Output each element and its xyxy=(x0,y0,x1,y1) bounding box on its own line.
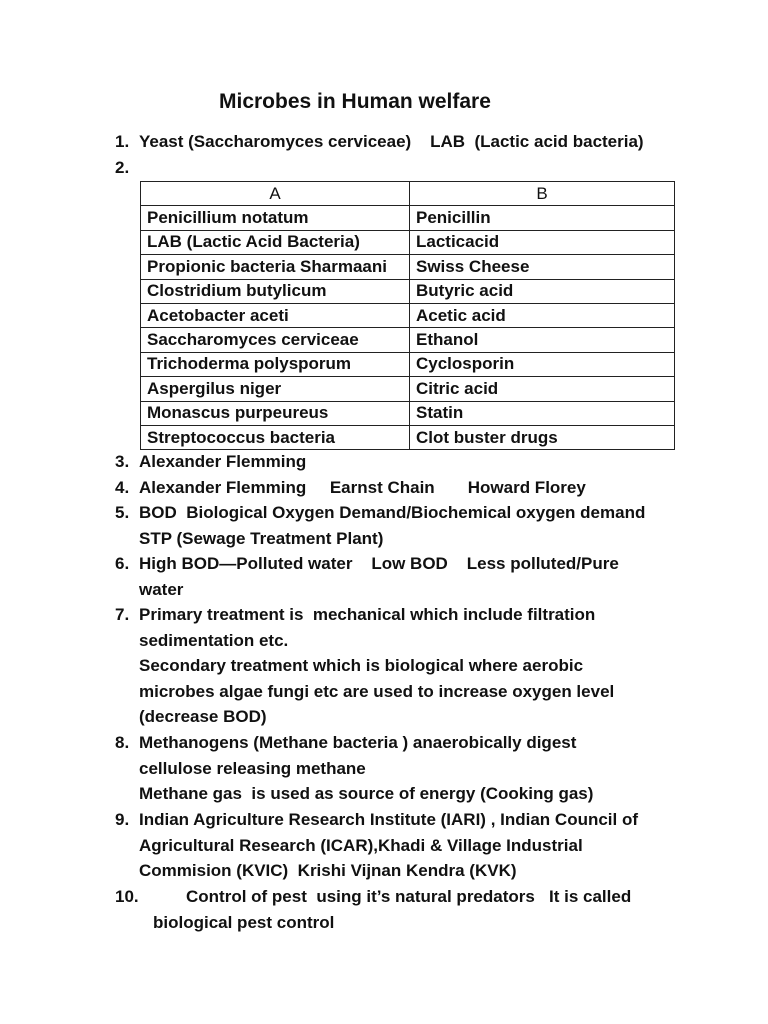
microbes-products-table xyxy=(140,181,675,450)
item-number: 1. xyxy=(115,132,130,151)
cell-microbe: Streptococcus bacteria xyxy=(141,425,410,449)
page-title: Microbes in Human welfare xyxy=(219,90,491,113)
cell-microbe: Penicillium notatum xyxy=(141,206,410,230)
item-text: STP (Sewage Treatment Plant) xyxy=(139,529,384,548)
item-text: Secondary treatment which is biological where aerobic xyxy=(139,656,584,675)
item-text: (decrease BOD) xyxy=(139,707,267,726)
column-header-a: A xyxy=(141,182,410,206)
table-row xyxy=(141,377,675,401)
item-number: 8. xyxy=(115,733,130,752)
item-text: Alexander Flemming xyxy=(139,452,307,471)
cell-microbe: Propionic bacteria Sharmaani xyxy=(141,255,410,279)
cell-product: Cyclosporin xyxy=(410,352,675,376)
cell-microbe: Trichoderma polysporum xyxy=(141,352,410,376)
item-number: 7. xyxy=(115,605,130,624)
table-row xyxy=(141,279,675,303)
cell-product: Ethanol xyxy=(410,328,675,352)
item-number: 6. xyxy=(115,554,130,573)
item-number: 2. xyxy=(115,158,130,177)
item-text: Primary treatment is mechanical which include filtration xyxy=(139,605,596,624)
item-text: Yeast (Saccharomyces cerviceae) LAB (Lactic acid bacteria) xyxy=(139,132,644,151)
item-text: microbes algae fungi etc are used to increase oxygen level xyxy=(139,682,615,701)
cell-microbe: Monascus purpeureus xyxy=(141,401,410,425)
column-header-b: B xyxy=(410,182,675,206)
cell-product: Penicillin xyxy=(410,206,675,230)
cell-microbe: Acetobacter aceti xyxy=(141,303,410,327)
cell-product: Citric acid xyxy=(410,377,675,401)
cell-product: Lacticacid xyxy=(410,230,675,254)
cell-product: Acetic acid xyxy=(410,303,675,327)
item-text: water xyxy=(139,580,184,599)
item-number: 4. xyxy=(115,478,130,497)
cell-product: Clot buster drugs xyxy=(410,425,675,449)
table-header-row xyxy=(141,182,675,206)
item-number: 10. xyxy=(115,887,139,906)
cell-microbe: Aspergilus niger xyxy=(141,377,410,401)
item-text: Commision (KVIC) Krishi Vijnan Kendra (KVK) xyxy=(139,861,517,880)
item-number: 9. xyxy=(115,810,130,829)
table-row xyxy=(141,401,675,425)
cell-microbe: LAB (Lactic Acid Bacteria) xyxy=(141,230,410,254)
item-text: Agricultural Research (ICAR),Khadi & Village Industrial xyxy=(139,836,583,855)
item-number: 3. xyxy=(115,452,130,471)
cell-product: Swiss Cheese xyxy=(410,255,675,279)
table-row xyxy=(141,328,675,352)
table-row xyxy=(141,425,675,449)
table-row xyxy=(141,352,675,376)
table-row xyxy=(141,255,675,279)
item-text: biological pest control xyxy=(153,913,335,932)
cell-product: Butyric acid xyxy=(410,279,675,303)
table-row xyxy=(141,206,675,230)
item-number: 5. xyxy=(115,503,130,522)
cell-product: Statin xyxy=(410,401,675,425)
item-text: cellulose releasing methane xyxy=(139,759,366,778)
item-text: High BOD—Polluted water Low BOD Less polluted/Pure xyxy=(139,554,619,573)
item-text: Indian Agriculture Research Institute (IARI) , Indian Council of xyxy=(139,810,639,829)
cell-microbe: Saccharomyces cerviceae xyxy=(141,328,410,352)
item-text: Alexander Flemming Earnst Chain Howard Florey xyxy=(139,478,586,497)
item-text: Control of pest using it’s natural predators It is called xyxy=(186,887,632,906)
item-text: BOD Biological Oxygen Demand/Biochemical oxygen demand xyxy=(139,503,646,522)
table-row xyxy=(141,230,675,254)
item-text: sedimentation etc. xyxy=(139,631,289,650)
table-row xyxy=(141,303,675,327)
item-text: Methanogens (Methane bacteria ) anaerobically digest xyxy=(139,733,577,752)
cell-microbe: Clostridium butylicum xyxy=(141,279,410,303)
item-text: Methane gas is used as source of energy (Cooking gas) xyxy=(139,784,594,803)
